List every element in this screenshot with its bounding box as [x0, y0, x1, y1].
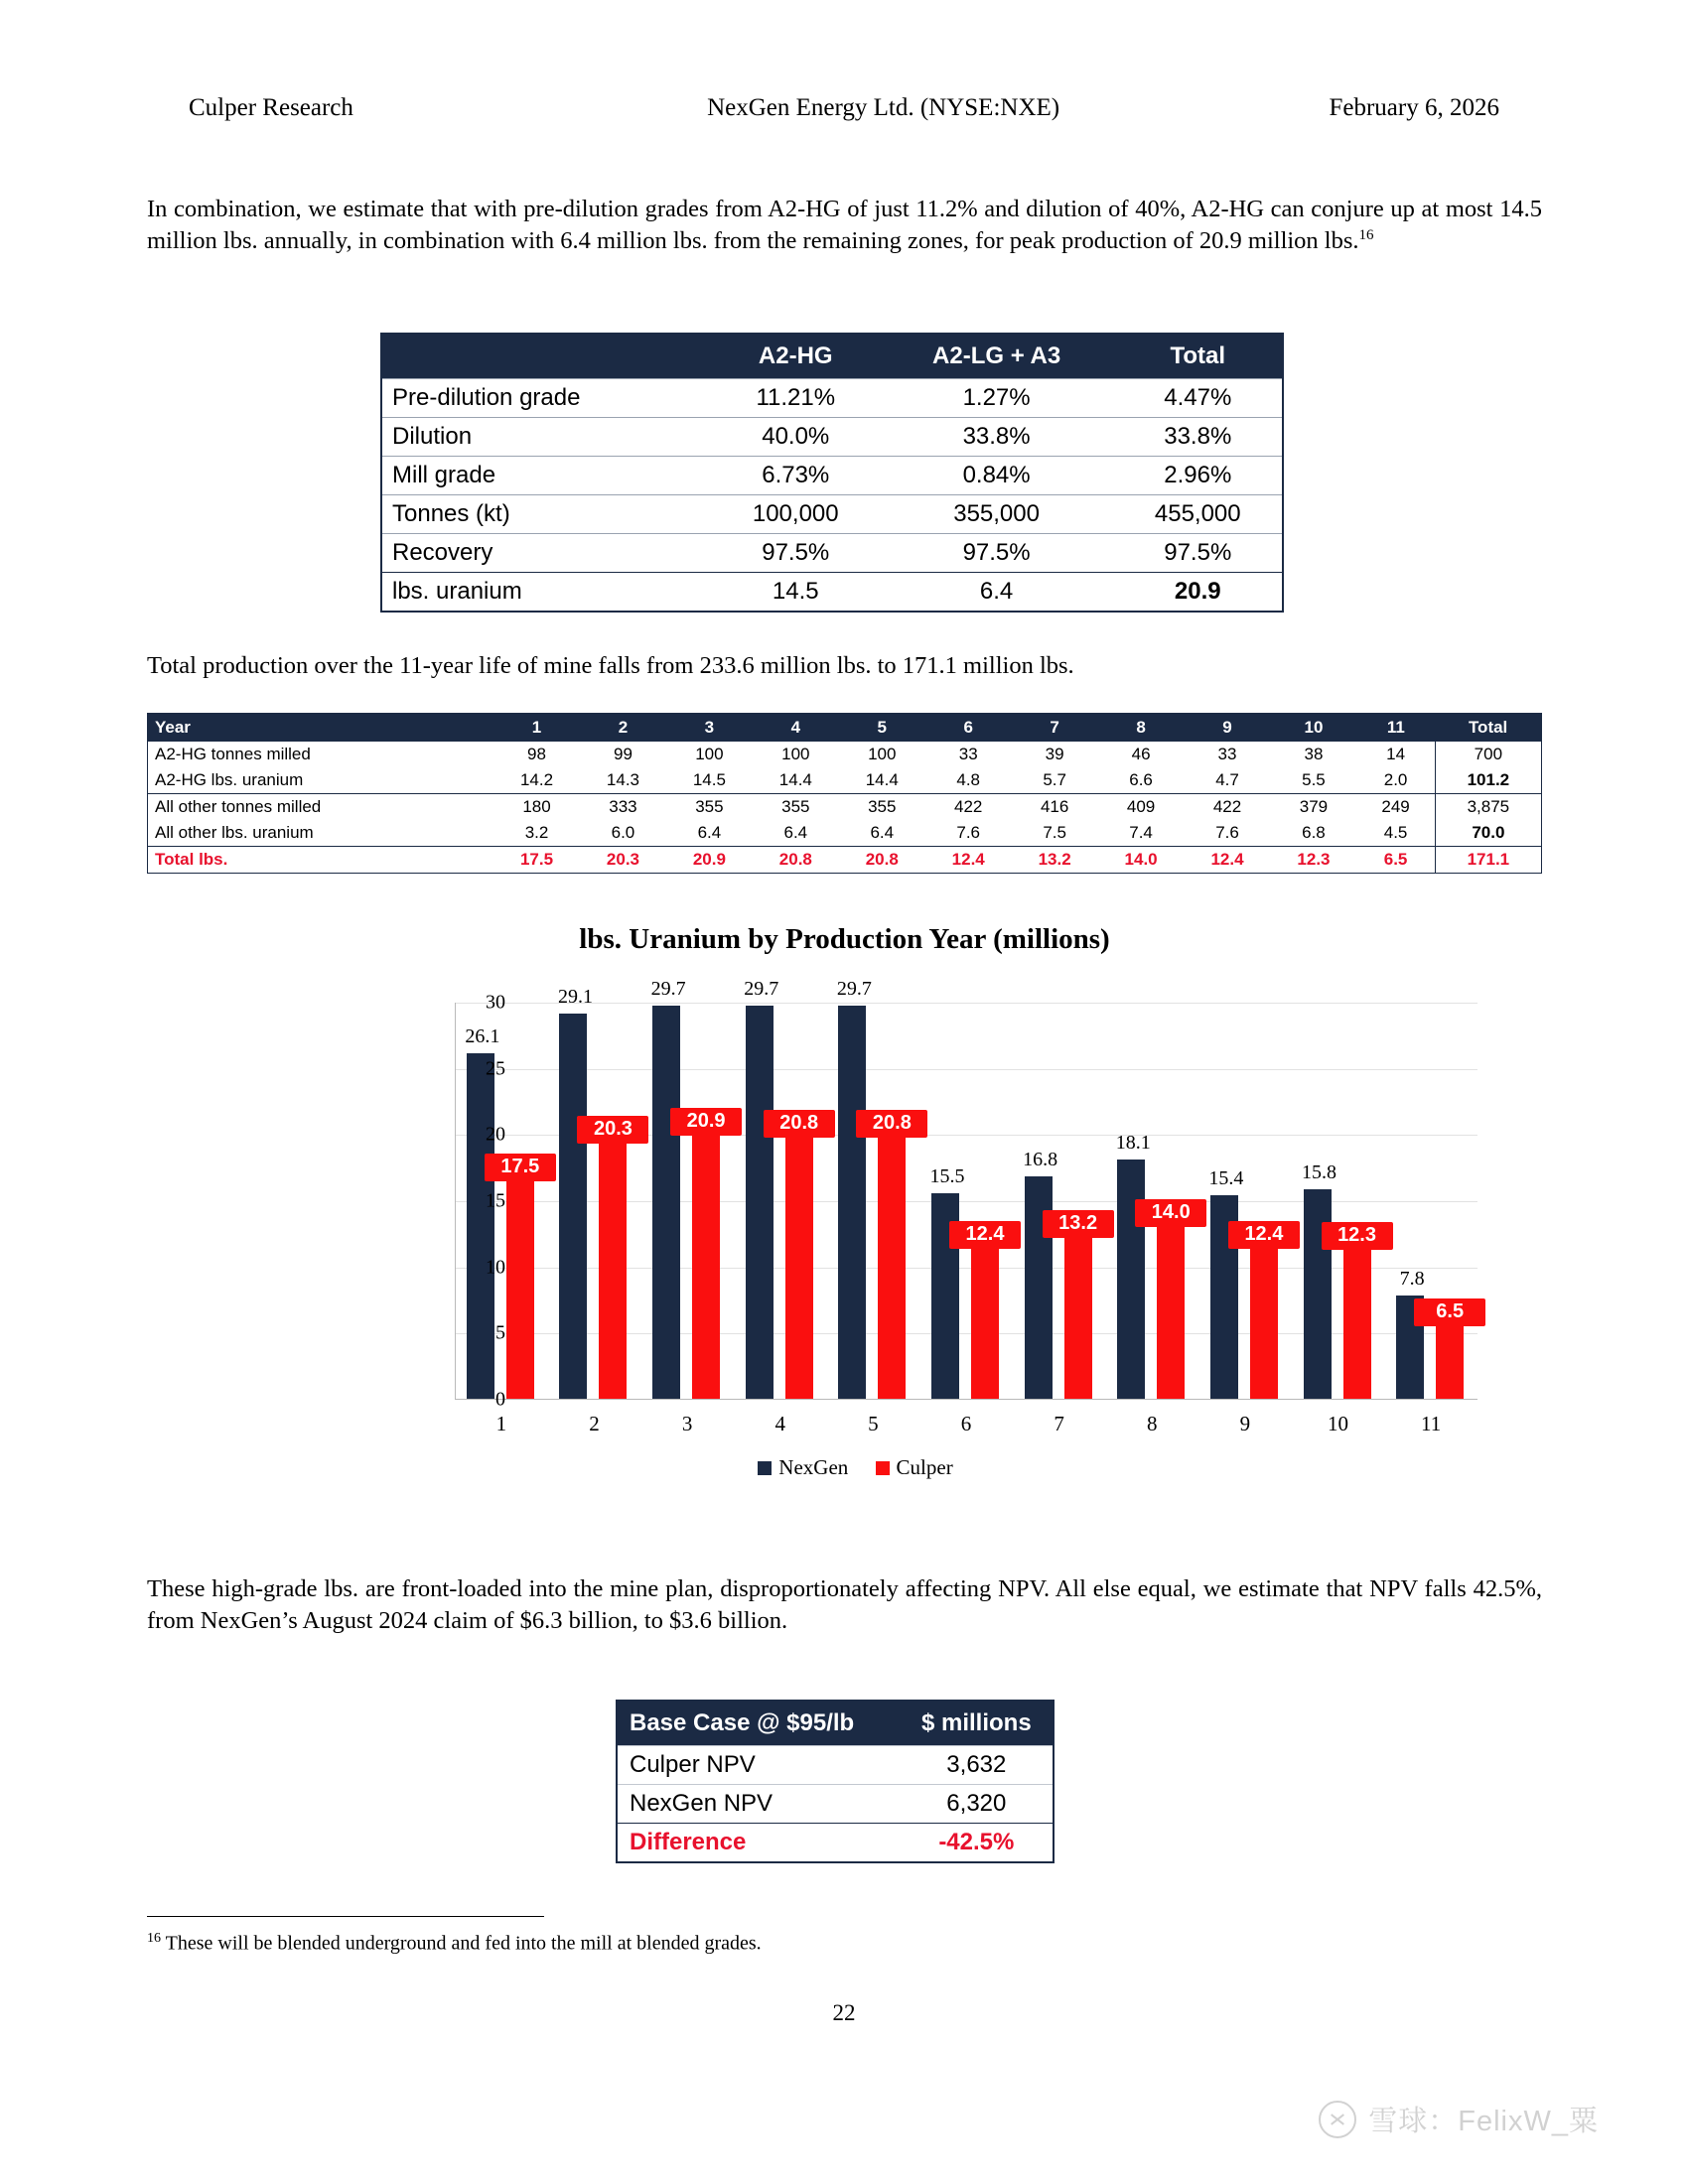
cell-value: 98	[527, 745, 546, 763]
years-header-7: 7	[1012, 714, 1098, 743]
table-row	[381, 573, 1283, 613]
cell-total: 101.2	[1435, 767, 1541, 794]
table-row	[381, 495, 1283, 534]
cell-value: 33	[1217, 745, 1237, 763]
cell-value: 455,000	[1114, 495, 1283, 534]
cell-value: 3.2	[524, 823, 549, 842]
base-case-npv-table	[616, 1700, 1055, 1863]
chart-bar-label-nexgen: 15.8	[1302, 1161, 1337, 1184]
chart-bar-label-nexgen: 29.7	[836, 978, 872, 1000]
cell-total: 3,875	[1435, 794, 1541, 821]
chart-bar-nexgen	[467, 1053, 494, 1399]
chart-x-tick-label: 10	[1328, 1412, 1349, 1435]
chart-bar-label-culper: 12.4	[949, 1221, 1021, 1249]
chart-title: lbs. Uranium by Production Year (millions)	[579, 923, 1110, 955]
years-header-3: 3	[666, 714, 753, 743]
cell-value: 3,632	[901, 1746, 1054, 1785]
chart-bar-label-culper: 12.4	[1228, 1221, 1300, 1249]
cell-value: 38	[1304, 745, 1324, 763]
cell-value: -42.5%	[901, 1824, 1054, 1863]
cell-value: 12.3	[1270, 847, 1356, 874]
chart-x-tick-label: 6	[960, 1412, 972, 1435]
footnote-number: 16	[147, 1931, 161, 1946]
cell-value: 12.4	[925, 847, 1012, 874]
chart-bar-group	[1388, 1002, 1476, 1399]
cell-value: 33	[958, 745, 978, 763]
cell-value: 409	[1098, 794, 1185, 821]
cell-value: 33.8%	[880, 418, 1114, 457]
chart-bar-nexgen	[838, 1006, 866, 1399]
cell-value: 6,320	[901, 1785, 1054, 1824]
row-label: NexGen NPV	[617, 1785, 901, 1824]
years-header-2: 2	[580, 714, 666, 743]
years-header-8: 8	[1098, 714, 1185, 743]
cell-value: 7.6	[956, 823, 981, 842]
table-row-total	[148, 847, 1542, 874]
row-label: Difference	[617, 1824, 901, 1863]
table-row	[148, 742, 1542, 767]
cell-value: 14.5	[712, 573, 880, 613]
chart-y-tick-label: 5	[495, 1321, 505, 1344]
footnote-marker-16: 16	[1358, 227, 1374, 244]
legend-swatch-culper	[876, 1461, 890, 1475]
chart-bar-label-culper: 14.0	[1135, 1199, 1206, 1227]
page-number: 22	[832, 2000, 856, 2025]
chart-bar-group	[644, 978, 732, 1399]
intro-paragraph-text: In combination, we estimate that with pre-dilution grades from A2-HG of just 11.2% and dilution of 40%, A2-HG can conjure up at most 14.5 million lbs. annually, in combination with 6.4 million lbs. from the remaining zones, for peak production of 20.9 million lbs.	[147, 196, 1542, 255]
cell-value: 11.21%	[712, 379, 880, 418]
header-firm-name: Culper Research	[189, 94, 353, 121]
table-row	[617, 1785, 1054, 1824]
cell-value: 249	[1356, 794, 1435, 821]
table-row	[148, 767, 1542, 794]
footnote-separator	[147, 1916, 544, 1917]
cell-value: 20.9	[666, 847, 753, 874]
table-row	[381, 534, 1283, 573]
chart-bar-label-culper: 20.3	[577, 1116, 648, 1144]
cell-value: 46	[1131, 745, 1151, 763]
cell-value: 97.5%	[1114, 534, 1283, 573]
chart-bar-culper	[1250, 1235, 1278, 1399]
chart-bar-culper	[1157, 1213, 1185, 1399]
chart-x-tick-label: 3	[681, 1412, 693, 1435]
table-header-row	[381, 334, 1283, 379]
chart-y-tick-label: 20	[486, 1123, 505, 1146]
chart-bar-nexgen	[1304, 1189, 1332, 1399]
chart-bar-label-nexgen: 29.1	[557, 986, 593, 1008]
cell-value: 422	[1185, 794, 1271, 821]
row-label: Total lbs.	[148, 847, 494, 874]
cell-value: 6.6	[1129, 770, 1153, 789]
chart-bar-group	[923, 1002, 1011, 1399]
cell-value: 100	[695, 745, 724, 763]
chart-bar-group	[1109, 1002, 1196, 1399]
chart-bar-label-culper: 20.8	[764, 1110, 835, 1138]
years-header-9: 9	[1185, 714, 1271, 743]
grade-header-a2hg: A2-HG	[712, 334, 880, 379]
cell-value: 6.8	[1302, 823, 1326, 842]
cell-value: 12.4	[1185, 847, 1271, 874]
chart-bar-culper	[878, 1124, 906, 1399]
chart-bar-nexgen	[652, 1006, 680, 1399]
cell-value: 100	[868, 745, 897, 763]
chart-bar-group	[738, 978, 825, 1399]
row-label: Tonnes (kt)	[381, 495, 712, 534]
chart-x-tick-label: 2	[589, 1412, 600, 1435]
cell-total: 171.1	[1435, 847, 1541, 874]
cell-value: 355	[839, 794, 925, 821]
cell-value: 6.5	[1356, 847, 1435, 874]
chart-x-tick-label: 9	[1239, 1412, 1251, 1435]
chart-bar-label-nexgen: 29.7	[744, 978, 779, 1000]
chart-bar-nexgen	[559, 1014, 587, 1399]
cell-value: 14.3	[606, 770, 639, 789]
chart-bar-label-nexgen: 16.8	[1023, 1149, 1058, 1170]
cell-total: 70.0	[1435, 820, 1541, 847]
cell-value: 6.4	[783, 823, 808, 842]
table-row	[381, 457, 1283, 495]
chart-bar-culper	[599, 1130, 627, 1399]
row-label: All other tonnes milled	[148, 794, 494, 821]
cell-value: 20.8	[839, 847, 925, 874]
cell-value: 6.4	[880, 573, 1114, 613]
npv-paragraph: These high-grade lbs. are front-loaded into the mine plan, disproportionately affecting NPV. All else equal, we estimate that NPV falls 42.5%, from NexGen’s August 2024 claim of $6.3 billion, to $3.6 billion.	[147, 1575, 1542, 1635]
cell-value: 355	[666, 794, 753, 821]
chart-y-tick-label: 30	[486, 991, 505, 1014]
chart-x-tick-label: 1	[495, 1412, 507, 1435]
cell-value: 4.7	[1215, 770, 1239, 789]
cell-value: 5.7	[1043, 770, 1066, 789]
years-header-year: Year	[148, 714, 494, 743]
chart-bar-nexgen	[746, 1006, 774, 1399]
intro-paragraph	[147, 194, 1542, 258]
cell-value: 333	[580, 794, 666, 821]
chart-bar-label-nexgen: 15.4	[1208, 1166, 1244, 1189]
row-label: Mill grade	[381, 457, 712, 495]
footnote	[147, 1931, 1338, 1956]
years-header-6: 6	[925, 714, 1012, 743]
chart-bar-label-culper: 17.5	[485, 1154, 556, 1181]
table-row	[381, 418, 1283, 457]
cell-value: 39	[1045, 745, 1064, 763]
row-label: lbs. uranium	[381, 573, 712, 613]
header-company-name: NexGen Energy Ltd. (NYSE:NXE)	[707, 94, 1060, 121]
table-row	[148, 820, 1542, 847]
cell-value: 100	[781, 745, 810, 763]
cell-value: 0.84%	[880, 457, 1114, 495]
cell-value: 379	[1270, 794, 1356, 821]
footnote-text: These will be blended underground and fed into the mill at blended grades.	[161, 1932, 762, 1955]
table-header-row	[617, 1701, 1054, 1746]
chart-y-tick-label: 25	[486, 1057, 505, 1080]
uranium-production-chart	[147, 923, 1542, 1549]
cell-value: 100,000	[712, 495, 880, 534]
table-row-difference	[617, 1824, 1054, 1863]
basecase-header-value: $ millions	[901, 1701, 1054, 1746]
cell-value: 4.5	[1383, 823, 1408, 842]
cell-value: 33.8%	[1114, 418, 1283, 457]
cell-value: 422	[925, 794, 1012, 821]
grade-header-a2lg-a3: A2-LG + A3	[880, 334, 1114, 379]
cell-value: 6.4	[870, 823, 895, 842]
cell-value: 416	[1012, 794, 1098, 821]
cell-value: 6.4	[697, 823, 722, 842]
chart-bar-group	[1017, 1002, 1104, 1399]
chart-bar-group	[830, 978, 917, 1399]
chart-bar-label-culper: 6.5	[1414, 1298, 1485, 1326]
chart-bar-culper	[971, 1235, 999, 1399]
years-header-5: 5	[839, 714, 925, 743]
cell-value: 4.47%	[1114, 379, 1283, 418]
chart-bar-culper	[506, 1167, 534, 1399]
years-header-total: Total	[1435, 714, 1541, 743]
years-header-11: 11	[1356, 714, 1435, 743]
chart-bar-culper	[692, 1122, 720, 1399]
total-production-paragraph: Total production over the 11-year life of mine falls from 233.6 million lbs. to 171.1 million lbs.	[147, 652, 1074, 679]
grade-assumptions-table	[380, 333, 1284, 613]
chart-bar-group	[1296, 1002, 1383, 1399]
chart-bar-label-nexgen: 29.7	[650, 978, 686, 1000]
chart-bar-label-nexgen: 26.1	[465, 1025, 500, 1047]
row-label: A2-HG tonnes milled	[155, 745, 311, 763]
chart-y-tick-label: 15	[486, 1189, 505, 1212]
cell-value: 7.4	[1129, 823, 1153, 842]
basecase-header-label: Base Case @ $95/lb	[617, 1701, 901, 1746]
document-header	[189, 94, 1499, 122]
chart-x-tick-label: 4	[774, 1412, 785, 1435]
cell-value: 6.73%	[712, 457, 880, 495]
chart-bar-group	[1202, 1002, 1290, 1399]
grade-header-total: Total	[1114, 334, 1283, 379]
grade-header-blank	[381, 334, 712, 379]
header-date: February 6, 2026	[1329, 94, 1499, 121]
chart-x-tick-label: 8	[1147, 1412, 1158, 1435]
cell-value: 355,000	[880, 495, 1114, 534]
table-header-row	[148, 714, 1542, 743]
cell-value: 5.5	[1302, 770, 1326, 789]
chart-bar-label-culper: 20.9	[670, 1108, 742, 1136]
cell-value: 7.6	[1215, 823, 1239, 842]
row-label: Recovery	[381, 534, 712, 573]
chart-bar-culper	[1064, 1224, 1092, 1399]
cell-total: 700	[1435, 742, 1541, 767]
cell-value: 14.5	[692, 770, 726, 789]
cell-value: 4.8	[956, 770, 981, 789]
production-by-year-table	[147, 713, 1542, 874]
years-header-10: 10	[1270, 714, 1356, 743]
cell-value: 20.3	[580, 847, 666, 874]
chart-bar-group	[551, 986, 638, 1399]
chart-legend	[147, 1455, 1542, 1480]
cell-value: 180	[493, 794, 580, 821]
chart-bar-label-culper: 20.8	[856, 1110, 927, 1138]
row-label: Culper NPV	[617, 1746, 901, 1785]
cell-value: 6.0	[611, 823, 635, 842]
chart-bar-label-nexgen: 7.8	[1399, 1268, 1425, 1290]
years-header-4: 4	[753, 714, 839, 743]
chart-y-tick-label: 10	[486, 1256, 505, 1279]
cell-value: 13.2	[1012, 847, 1098, 874]
cell-value: 14.0	[1098, 847, 1185, 874]
row-label: Dilution	[381, 418, 712, 457]
watermark	[1319, 2099, 1599, 2139]
legend-swatch-nexgen	[758, 1461, 772, 1475]
cell-value: 99	[613, 745, 633, 763]
cell-value: 14.4	[865, 770, 899, 789]
cell-value: 97.5%	[712, 534, 880, 573]
chart-bar-culper	[785, 1124, 813, 1399]
cell-value: 1.27%	[880, 379, 1114, 418]
chart-bar-label-culper: 13.2	[1043, 1210, 1114, 1238]
row-label: All other lbs. uranium	[155, 823, 314, 842]
years-header-1: 1	[493, 714, 580, 743]
table-row	[148, 794, 1542, 821]
chart-bar-nexgen	[1117, 1160, 1145, 1399]
cell-value: 2.96%	[1114, 457, 1283, 495]
cell-value: 14	[1386, 745, 1406, 763]
cell-value: 14.2	[519, 770, 554, 789]
row-label: Pre-dilution grade	[381, 379, 712, 418]
watermark-logo-icon	[1319, 2101, 1356, 2138]
chart-x-tick-label: 7	[1054, 1412, 1064, 1435]
legend-label-culper: Culper	[896, 1455, 953, 1479]
cell-value: 14.4	[778, 770, 812, 789]
table-row	[617, 1746, 1054, 1785]
cell-value: 355	[753, 794, 839, 821]
row-label: A2-HG lbs. uranium	[155, 770, 304, 789]
chart-y-tick-label: 0	[495, 1388, 505, 1411]
watermark-text: 雪球：FelixW_粟	[1368, 2106, 1599, 2137]
chart-bar-culper	[1343, 1236, 1371, 1399]
cell-value: 20.8	[753, 847, 839, 874]
chart-bar-label-culper: 12.3	[1322, 1222, 1393, 1250]
cell-value: 2.0	[1383, 770, 1408, 789]
cell-value: 40.0%	[712, 418, 880, 457]
chart-bar-label-nexgen: 18.1	[1115, 1131, 1151, 1154]
legend-label-nexgen: NexGen	[778, 1455, 849, 1479]
cell-value: 7.5	[1043, 823, 1066, 842]
chart-bar-label-nexgen: 15.5	[929, 1165, 965, 1188]
chart-x-tick-label: 11	[1421, 1412, 1442, 1435]
cell-value: 20.9	[1114, 573, 1283, 613]
table-row	[381, 379, 1283, 418]
cell-value: 97.5%	[880, 534, 1114, 573]
chart-x-tick-label: 5	[868, 1412, 879, 1435]
cell-value: 17.5	[493, 847, 580, 874]
